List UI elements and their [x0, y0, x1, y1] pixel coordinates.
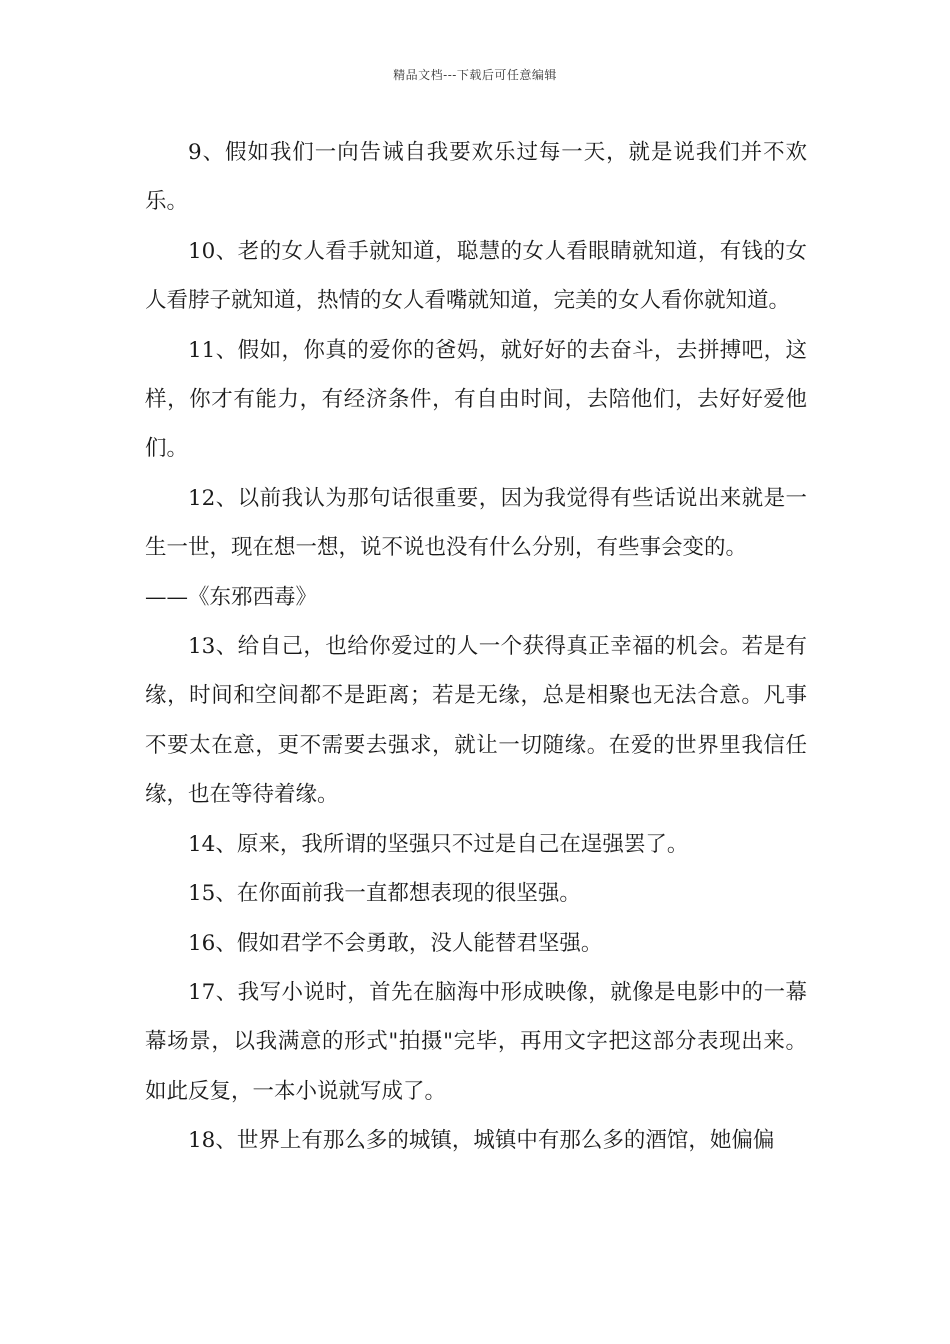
paragraph-10: 10、老的女人看手就知道，聪慧的女人看眼睛就知道，有钱的女人看脖子就知道，热情的女人看嘴就知道，完美的女人看你就知道。: [145, 238, 807, 314]
paragraph-12: 12、以前我认为那句话很重要，因为我觉得有些话说出来就是一生一世，现在想一想，说不说也没有什么分别，有些事会变的。: [145, 485, 807, 561]
paragraph-18: 18、世界上有那么多的城镇，城镇中有那么多的酒馆，她偏偏: [188, 1128, 775, 1154]
page-header: 精品文档---下载后可任意编辑: [393, 68, 557, 82]
paragraph-11: 11、假如，你真的爱你的爸妈，就好好的去奋斗，去拼搏吧，这样，你才有能力，有经济条件，有自由时间，去陪他们，去好好爱他们。: [145, 337, 807, 462]
paragraph-14: 14、原来，我所谓的坚强只不过是自己在逞强罢了。: [188, 831, 689, 857]
paragraph-16: 16、假如君学不会勇敢，没人能替君坚强。: [188, 930, 603, 956]
paragraph-17: 17、我写小说时，首先在脑海中形成映像，就像是电影中的一幕幕场景，以我满意的形式"拍摄"完毕，再用文字把这部分表现出来。如此反复，一本小说就写成了。: [145, 979, 807, 1104]
document-body: [145, 128, 807, 1166]
paragraph-9: 9、假如我们一向告诫自我要欢乐过每一天，就是说我们并不欢乐。: [145, 140, 807, 215]
paragraph-15: 15、在你面前我一直都想表现的很坚强。: [188, 881, 581, 907]
quote-attribution: ——《东邪西毒》: [145, 584, 318, 610]
paragraph-13: 13、给自己，也给你爱过的人一个获得真正幸福的机会。若是有缘，时间和空间都不是距离；若是无缘，总是相聚也无法合意。凡事不要太在意，更不需要去强求，就让一切随缘。在爱的世界里我信任缘，也在等待着缘。: [145, 634, 807, 808]
